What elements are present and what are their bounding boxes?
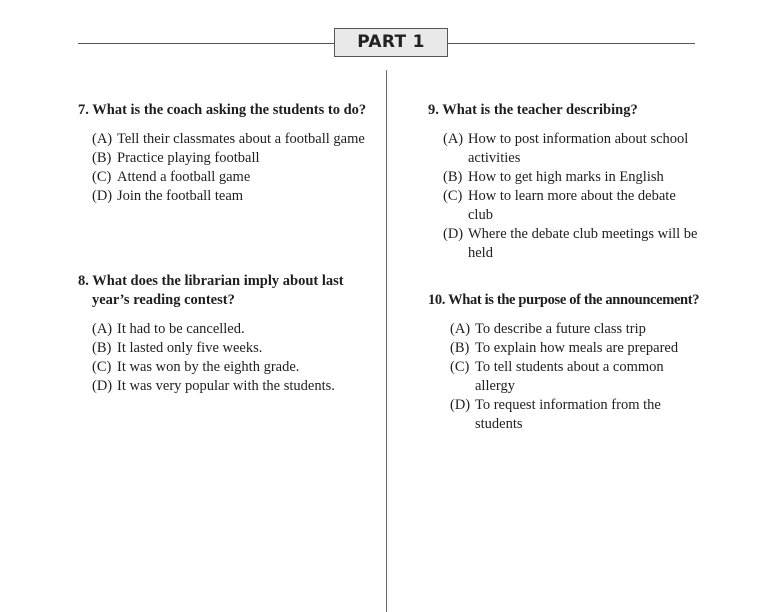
question-7	[78, 101, 368, 206]
option-text: How to learn more about the debate club	[468, 188, 676, 223]
option-text: To explain how meals are prepared	[475, 340, 679, 356]
answer-option-a[interactable]	[92, 320, 368, 339]
question-8	[78, 272, 368, 396]
option-letter: (D)	[92, 378, 113, 394]
answer-option-a[interactable]	[92, 130, 368, 149]
answer-option-d[interactable]	[92, 187, 368, 206]
answer-option-c[interactable]	[450, 358, 700, 396]
question-prompt	[78, 272, 368, 310]
question-text: What is the purpose of the announcement?	[448, 292, 700, 308]
answer-options	[443, 130, 701, 263]
question-number: 7.	[78, 102, 89, 118]
question-prompt	[428, 291, 728, 310]
answer-option-b[interactable]	[450, 339, 700, 358]
option-letter: (C)	[92, 359, 112, 375]
option-letter: (B)	[92, 340, 112, 356]
answer-option-b[interactable]	[92, 339, 368, 358]
question-text: What is the coach asking the students to do?	[92, 102, 367, 118]
option-letter: (A)	[92, 131, 113, 147]
option-letter: (B)	[92, 150, 112, 166]
option-letter: (C)	[92, 169, 112, 185]
question-10	[428, 291, 728, 434]
option-text: It was won by the eighth grade.	[117, 359, 300, 375]
answer-option-c[interactable]	[92, 168, 368, 187]
answer-option-c[interactable]	[443, 187, 701, 225]
option-text: Tell their classmates about a football game	[117, 131, 365, 147]
option-text: To describe a future class trip	[475, 321, 646, 337]
answer-option-d[interactable]	[443, 225, 701, 263]
option-letter: (D)	[443, 226, 464, 242]
question-number: 8.	[78, 273, 89, 289]
option-letter: (C)	[443, 188, 463, 204]
option-text: To tell students about a common allergy	[475, 359, 664, 394]
answer-option-d[interactable]	[92, 377, 368, 396]
option-text: Attend a football game	[117, 169, 251, 185]
option-text: How to post information about school activities	[468, 131, 689, 166]
question-9	[428, 101, 718, 263]
question-text: What does the librarian imply about last year’s reading contest?	[92, 273, 344, 308]
option-text: It had to be cancelled.	[117, 321, 245, 337]
question-number: 10.	[428, 292, 446, 308]
option-letter: (D)	[450, 397, 471, 413]
question-number: 9.	[428, 102, 439, 118]
answer-option-d[interactable]	[450, 396, 700, 434]
question-prompt	[428, 101, 718, 120]
option-text: Practice playing football	[117, 150, 260, 166]
option-text: It was very popular with the students.	[117, 378, 335, 394]
question-text: What is the teacher describing?	[442, 102, 638, 118]
option-text: How to get high marks in English	[468, 169, 664, 185]
option-letter: (A)	[443, 131, 464, 147]
answer-options	[450, 320, 700, 434]
answer-option-a[interactable]	[443, 130, 701, 168]
option-letter: (B)	[450, 340, 470, 356]
option-text: To request information from the students	[475, 397, 661, 432]
header-rule-left	[78, 43, 334, 44]
column-divider	[386, 70, 387, 612]
option-letter: (D)	[92, 188, 113, 204]
question-prompt	[78, 101, 368, 120]
answer-option-a[interactable]	[450, 320, 700, 339]
answer-options	[92, 130, 368, 206]
answer-option-b[interactable]	[443, 168, 701, 187]
option-text: Where the debate club meetings will be held	[468, 226, 698, 261]
part-heading: PART 1	[334, 28, 448, 57]
option-text: It lasted only five weeks.	[117, 340, 263, 356]
option-letter: (A)	[450, 321, 471, 337]
answer-option-c[interactable]	[92, 358, 368, 377]
option-letter: (A)	[92, 321, 113, 337]
option-text: Join the football team	[117, 188, 244, 204]
answer-options	[92, 320, 368, 396]
header-rule-right	[448, 43, 695, 44]
answer-option-b[interactable]	[92, 149, 368, 168]
option-letter: (C)	[450, 359, 470, 375]
option-letter: (B)	[443, 169, 463, 185]
